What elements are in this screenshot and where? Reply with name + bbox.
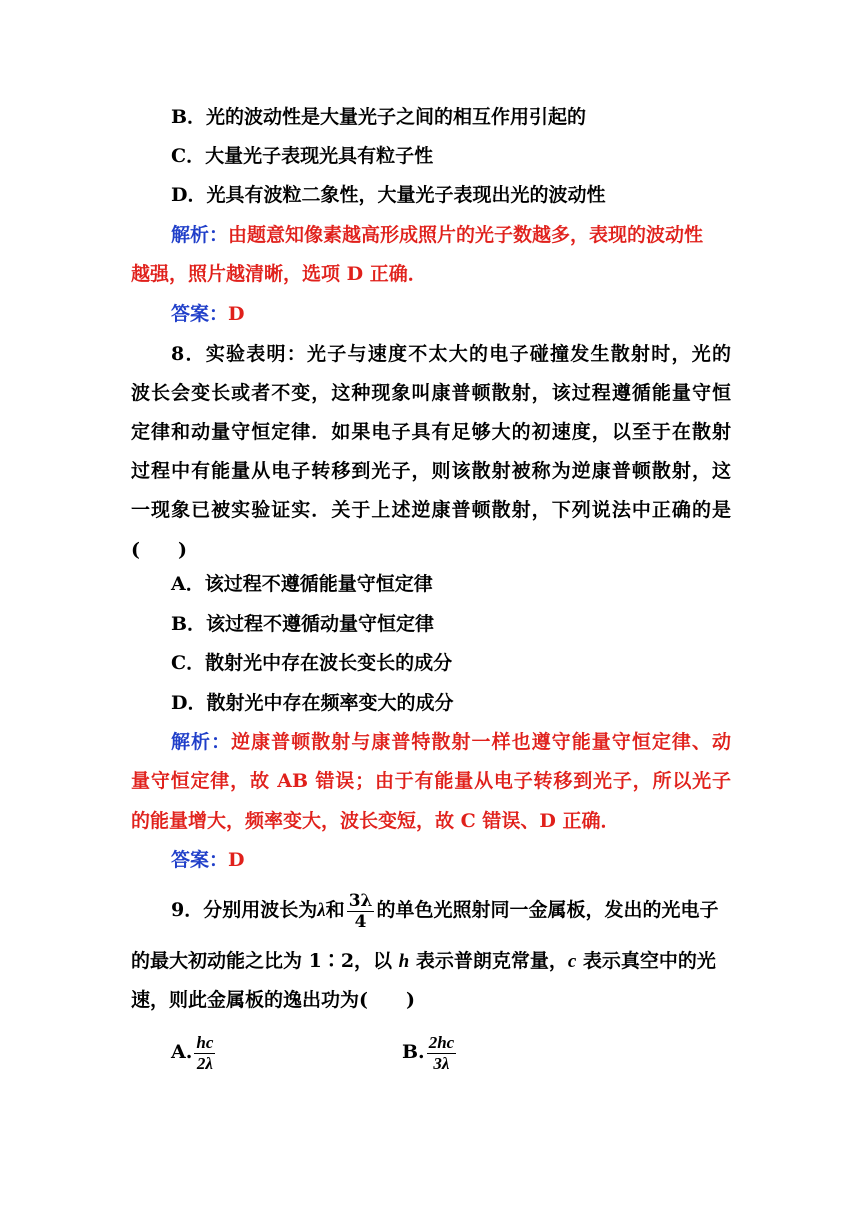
analysis-label: 解析： <box>171 224 229 246</box>
q9-stem-line3: 速，则此金属板的逸出功为( ) <box>131 989 415 1011</box>
c-symbol: c <box>567 951 577 972</box>
q9-text: 表示普朗克常量， <box>409 950 568 972</box>
fraction-2hc-over-3lambda <box>427 1033 457 1074</box>
q9-text: 表示真空中的光 <box>576 950 716 972</box>
q8-answer-bracket: ( ) <box>131 539 187 561</box>
q8-analysis-line3: 的能量增大，频率变大，波长变短，故 C 错误、D 正确． <box>131 810 620 832</box>
q7-analysis-line1 <box>171 222 731 248</box>
q8-stem-line4: 过程中有能量从电子转移到光子，则该散射被称为逆康普顿散射，这 <box>131 460 731 482</box>
fraction-denominator: 2λ <box>196 1053 213 1073</box>
q8-option-b: B．该过程不遵循动量守恒定律 <box>171 613 435 635</box>
q7-option-d: D．光具有波粒二象性，大量光子表现出光的波动性 <box>171 184 606 206</box>
q7-option-c: C．大量光子表现光具有粒子性 <box>171 145 434 167</box>
h-symbol: h <box>398 951 410 972</box>
fraction-numerator: 2hc <box>428 1032 455 1052</box>
q8-answer <box>171 847 771 873</box>
q9-stem-line1 <box>171 888 731 933</box>
option-label: A. <box>171 1041 193 1063</box>
q8-stem-line3: 定律和动量守恒定律．如果电子具有足够大的初速度，以至于在散射 <box>131 421 731 443</box>
option-label: B. <box>402 1041 425 1063</box>
q8-option-a: A．该过程不遵循能量守恒定律 <box>171 573 433 595</box>
q9-text: 的最大初动能之比为 1∶2，以 <box>131 950 399 972</box>
q9-option-b <box>402 1030 458 1074</box>
analysis-label: 解析： <box>171 731 232 753</box>
q7-analysis-line2: 越强，照片越清晰，选项 D 正确． <box>131 263 427 285</box>
q8-stem-line1: 8．实验表明：光子与速度不太大的电子碰撞发生散射时，光的 <box>171 343 731 365</box>
answer-label: 答案： <box>171 849 229 871</box>
q9-text: 9．分别用波长为 <box>171 899 318 921</box>
q8-option-c: C．散射光中存在波长变长的成分 <box>171 652 453 674</box>
q7-answer <box>171 301 771 327</box>
analysis-text: 由题意知像素越高形成照片的光子数越多，表现的波动性 <box>228 224 704 246</box>
q9-stem-line2 <box>131 948 731 975</box>
q8-analysis-line2: 量守恒定律，故 AB 错误；由于有能量从电子转移到光子，所以光子 <box>131 770 731 792</box>
fraction-numerator: hc <box>196 1032 214 1052</box>
fraction-hc-over-2lambda <box>194 1033 215 1074</box>
answer-label: 答案： <box>171 303 229 325</box>
q8-stem-line5: 一现象已被实验证实．关于上述逆康普顿散射，下列说法中正确的是 <box>131 499 731 521</box>
q8-option-d: D．散射光中存在频率变大的成分 <box>171 692 454 714</box>
q9-text: 的单色光照射同一金属板，发出的光电子 <box>376 899 719 921</box>
fraction-3-lambda-over-4 <box>347 891 375 932</box>
answer-value: D <box>228 849 245 871</box>
q9-option-a <box>171 1030 771 1074</box>
q7-option-b: B．光的波动性是大量光子之间的相互作用引起的 <box>171 106 587 128</box>
analysis-text: 逆康普顿散射与康普特散射一样也遵守能量守恒定律、动 <box>231 731 731 753</box>
q8-stem-line2: 波长会变长或者不变，这种现象叫康普顿散射，该过程遵循能量守恒 <box>131 382 731 404</box>
q8-analysis-line1 <box>171 729 731 755</box>
answer-value: D <box>228 303 245 325</box>
fraction-numerator: 3λ <box>348 890 373 911</box>
q9-text: 和 <box>325 899 345 921</box>
fraction-denominator: 4 <box>354 911 367 932</box>
lambda-symbol: λ <box>317 900 326 921</box>
fraction-denominator: 3λ <box>433 1053 450 1073</box>
